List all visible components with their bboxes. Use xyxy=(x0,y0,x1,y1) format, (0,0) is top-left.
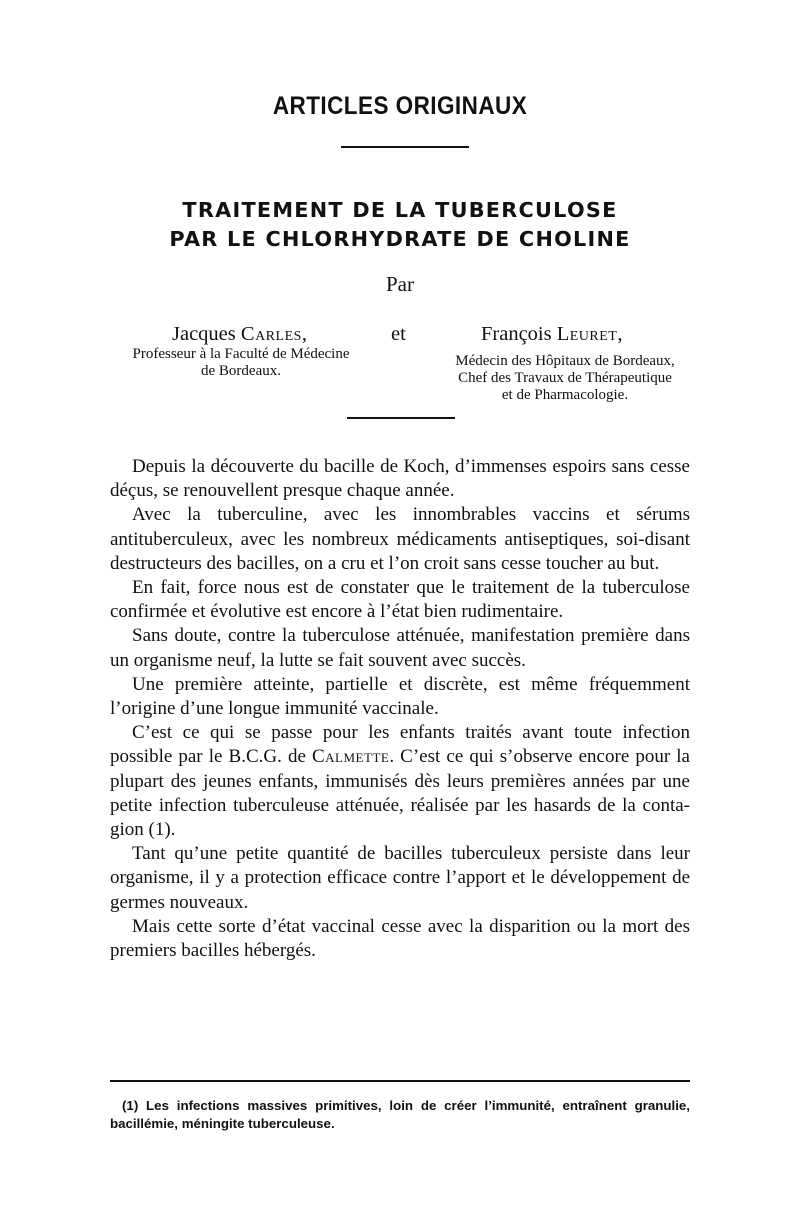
footnote-text: (1) Les infections massives primitives, loin de créer l’immunité, entraînent granulie, bacillémie, méningite tuberculeuse. xyxy=(110,1098,690,1131)
person-name: Calmette xyxy=(312,746,390,768)
author-name: Jacques Carles, xyxy=(172,323,308,345)
author-first-name: Jacques xyxy=(172,323,236,345)
author-name: François Leuret, xyxy=(481,323,623,345)
author-divider xyxy=(347,417,455,419)
footnote-divider xyxy=(110,1080,690,1082)
paragraph-text: C’est ce qui se passe pour les enfants traités avant toute infection possible par le B.C.G. de xyxy=(110,722,690,768)
affiliation-line: Chef des Travaux de Thérapeutique xyxy=(458,370,672,386)
affiliation-line: Professeur à la Faculté de Médecine xyxy=(132,346,350,362)
body-paragraph: Depuis la découverte du bacille de Koch, d’immenses espoirs sans cesse déçus, se renouvellent presque chaque année. xyxy=(110,456,690,502)
affiliation-line: Médecin des Hôpitaux de Bordeaux, xyxy=(455,353,675,369)
body-paragraph: Sans doute, contre la tuberculose atténuée, manifestation première dans un organisme neuf, la lutte se fait souvent avec succès. xyxy=(110,625,690,671)
author-first-name: François xyxy=(481,323,552,345)
author-affiliation xyxy=(415,353,715,404)
affiliation-line: et de Pharmacologie. xyxy=(501,387,629,403)
author-conjunction: et xyxy=(391,323,406,345)
paragraph-text: . C’est ce qui s’observe encore pour la plupart des jeunes enfants, immunisés dès leurs premières années par une petite infection tuberculeuse atténuée, réalisée par les hasards de la contagion (1). xyxy=(110,746,690,841)
footnote xyxy=(110,1097,690,1133)
byline: Par xyxy=(386,272,414,296)
author-last-name: Carles xyxy=(240,323,302,345)
body-paragraph: Tant qu’une petite quantité de bacilles tuberculeux persiste dans leur organisme, il y a protection efficace contre l’apport et le développement de germes nouveaux. xyxy=(110,843,690,913)
article-body xyxy=(110,455,690,963)
body-paragraph: Une première atteinte, partielle et discrète, est même fréquemment l’origine d’une longue immunité vaccinale. xyxy=(110,673,690,720)
body-paragraph xyxy=(110,721,690,842)
article-title-line-2: PAR LE CHLORHYDRATE DE CHOLINE xyxy=(169,227,631,251)
header-divider xyxy=(341,146,469,148)
section-header: ARTICLES ORIGINAUX xyxy=(272,92,528,120)
author-affiliation xyxy=(106,346,376,380)
article-title-line-1: TRAITEMENT DE LA TUBERCULOSE xyxy=(182,198,618,222)
author-last-name: Leuret xyxy=(556,323,618,345)
body-paragraph: En fait, force nous est de constater que le traitement de la tuberculose confirmée et évolutive est encore à l’état bien rudimentaire. xyxy=(110,577,690,623)
affiliation-line: de Bordeaux. xyxy=(201,363,281,379)
body-paragraph: Avec la tuberculine, avec les innombrables vaccins et sérums antituberculeux, avec les nombreux médicaments antiseptiques, soi-disant destructeurs des bacilles, on a cru et l’on croit sans cesse toucher au but. xyxy=(110,504,690,574)
body-paragraph: Mais cette sorte d’état vaccinal cesse avec la disparition ou la mort des premiers bacilles hébergés. xyxy=(110,915,690,962)
